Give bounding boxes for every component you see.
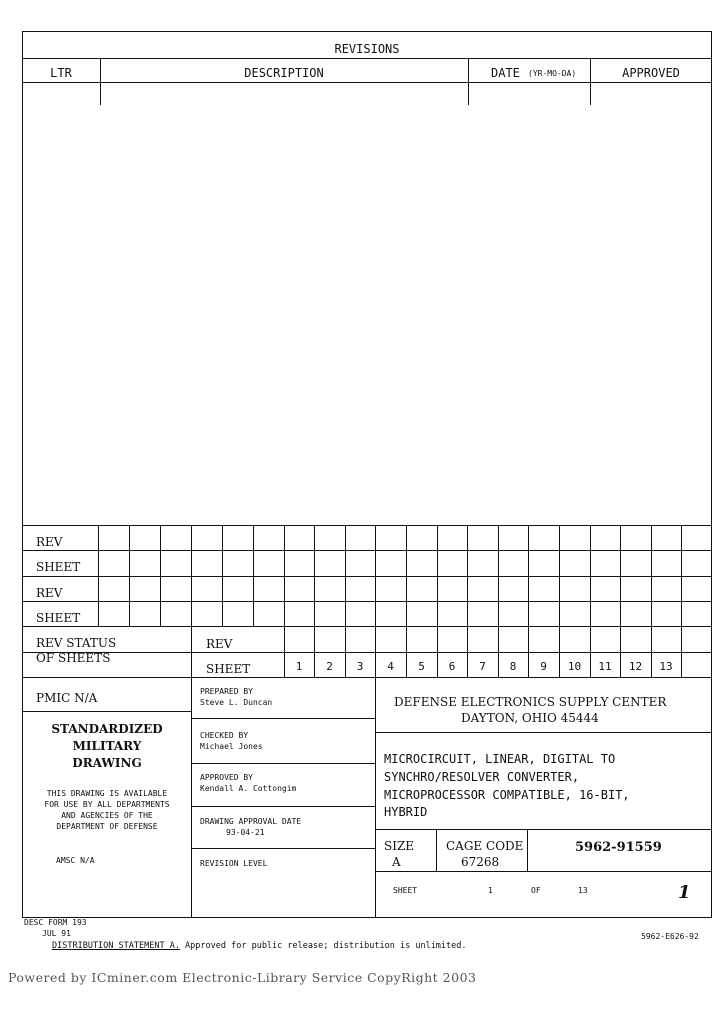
id-block-bottom bbox=[375, 871, 712, 872]
rev-status-label-2: OF SHEETS bbox=[36, 651, 111, 665]
rev-grid-vline bbox=[651, 525, 652, 626]
distribution-statement-text: Approved for public release; distribution is unlimited. bbox=[179, 941, 467, 951]
sheet-label-status: SHEET bbox=[206, 662, 251, 676]
powered-by-banner: Powered by ICminer.com Electronic-Library Service CopyRight 2003 bbox=[8, 970, 477, 985]
standardized-line2: MILITARY bbox=[72, 739, 142, 753]
rev-grid-vline bbox=[191, 525, 192, 626]
checked-by-name: Michael Jones bbox=[200, 742, 263, 751]
sheet-number: 5 bbox=[418, 660, 425, 673]
title-line3: MICROPROCESSOR COMPATIBLE, 16-BIT, bbox=[384, 788, 630, 802]
distribution-statement-label: DISTRIBUTION STATEMENT A. bbox=[52, 941, 180, 951]
distribution-statement bbox=[52, 941, 467, 951]
sheet-number: 7 bbox=[479, 660, 486, 673]
sig-divider-4 bbox=[191, 848, 375, 849]
availability-line3: AND AGENCIES OF THE bbox=[61, 811, 153, 820]
rev-grid-hline bbox=[22, 525, 712, 526]
rev-grid-hline bbox=[22, 550, 712, 551]
document-code: 5962-E626-92 bbox=[641, 932, 699, 941]
pmic-label: PMIC N/A bbox=[36, 691, 98, 705]
size-value: A bbox=[392, 855, 401, 869]
sig-divider-1 bbox=[191, 718, 375, 719]
sig-divider-2 bbox=[191, 763, 375, 764]
sig-divider-3 bbox=[191, 806, 375, 807]
agency-line1: DEFENSE ELECTRONICS SUPPLY CENTER bbox=[394, 695, 667, 709]
revisions-col-date-format: (YR-MO-DA) bbox=[528, 69, 577, 78]
sheet-number: 8 bbox=[509, 660, 517, 673]
revisions-divider-header bbox=[22, 82, 712, 83]
revisions-col-description: DESCRIPTION bbox=[244, 66, 324, 80]
rev-grid-vline bbox=[681, 626, 682, 677]
rev-grid-hline bbox=[191, 652, 681, 653]
rev-grid-vline bbox=[129, 525, 130, 626]
rev-grid-vline bbox=[437, 525, 438, 626]
approved-by-label: APPROVED BY bbox=[200, 773, 253, 782]
rev-grid-vline bbox=[620, 525, 621, 626]
revisions-col-sep-2 bbox=[468, 58, 469, 105]
pmic-divider bbox=[22, 711, 192, 712]
sheet-number: 2 bbox=[326, 660, 333, 673]
prepared-by-name: Steve L. Duncan bbox=[200, 698, 273, 707]
revisions-col-ltr: LTR bbox=[50, 66, 72, 80]
availability-line1: THIS DRAWING IS AVAILABLE bbox=[46, 789, 168, 798]
rev-grid-vline bbox=[559, 525, 560, 626]
of-value: 13 bbox=[578, 886, 588, 895]
sheet-number: 4 bbox=[387, 660, 394, 673]
amsc-label: AMSC N/A bbox=[56, 856, 95, 865]
revisions-col-approved: APPROVED bbox=[622, 66, 680, 80]
rev-grid-vline bbox=[314, 525, 315, 626]
title-line1: MICROCIRCUIT, LINEAR, DIGITAL TO bbox=[384, 752, 616, 766]
titleblock-top bbox=[22, 677, 712, 678]
rev-label-1: REV bbox=[36, 535, 63, 549]
rev-grid-vline bbox=[345, 525, 346, 626]
cage-code-label: CAGE CODE bbox=[446, 839, 524, 853]
sheet-number: 13 bbox=[659, 660, 673, 673]
rev-status-label-1: REV STATUS bbox=[36, 636, 117, 650]
rev-grid-vline bbox=[590, 525, 591, 626]
standardized-line1: STANDARDIZED bbox=[51, 722, 163, 736]
sheet-label-2: SHEET bbox=[36, 611, 81, 625]
sheet-number: 6 bbox=[448, 660, 456, 673]
rev-grid-vline bbox=[284, 525, 285, 626]
rev-grid-hline bbox=[22, 601, 712, 602]
revision-level-label: REVISION LEVEL bbox=[200, 859, 268, 868]
cage-code-value: 67268 bbox=[461, 855, 500, 869]
rev-grid-vline bbox=[375, 525, 376, 626]
approval-date-value: 93-04-21 bbox=[226, 828, 265, 837]
form-number: DESC FORM 193 bbox=[24, 918, 87, 927]
sheet-number: 11 bbox=[598, 660, 612, 673]
availability-line2: FOR USE BY ALL DEPARTMENTS bbox=[44, 800, 170, 809]
titleblock-vsep-2 bbox=[375, 677, 376, 917]
rev-grid-vline bbox=[160, 525, 161, 626]
sheet-number: 1 bbox=[295, 660, 303, 673]
corner-sheet-mark: 1 bbox=[678, 882, 691, 903]
cage-dwg-sep bbox=[527, 829, 528, 871]
sheet-label: SHEET bbox=[393, 886, 418, 895]
sheet-value: 1 bbox=[488, 886, 493, 895]
checked-by-label: CHECKED BY bbox=[200, 731, 249, 740]
rev-grid-vline bbox=[681, 525, 682, 626]
rev-grid-hline bbox=[22, 576, 712, 577]
rev-grid-vline bbox=[98, 525, 99, 626]
rev-label-2: REV bbox=[36, 586, 63, 600]
agency-line2: DAYTON, OHIO 45444 bbox=[461, 711, 599, 725]
of-label: OF bbox=[531, 886, 541, 895]
rev-grid-vline bbox=[467, 525, 468, 626]
title-line4: HYBRID bbox=[384, 805, 428, 819]
rev-grid-vline bbox=[191, 626, 192, 677]
drawing-number: 5962-91559 bbox=[575, 840, 662, 855]
standardized-line3: DRAWING bbox=[72, 756, 142, 770]
rev-grid-hline bbox=[22, 626, 712, 627]
rev-grid-vline bbox=[253, 525, 254, 626]
approved-by-name: Kendall A. Cottongim bbox=[200, 784, 297, 793]
prepared-by-label: PREPARED BY bbox=[200, 687, 253, 696]
id-block-top bbox=[375, 829, 712, 830]
sheet-number: 10 bbox=[567, 660, 582, 673]
approval-date-label: DRAWING APPROVAL DATE bbox=[200, 817, 302, 826]
sheet-frame bbox=[22, 31, 712, 918]
agency-divider bbox=[375, 732, 712, 733]
form-date: JUL 91 bbox=[42, 929, 71, 938]
revisions-col-date: DATE bbox=[491, 66, 520, 80]
sheet-label-1: SHEET bbox=[36, 560, 81, 574]
revisions-divider-top bbox=[22, 58, 712, 59]
sheet-number: 9 bbox=[540, 660, 547, 673]
rev-grid-vline bbox=[406, 525, 407, 626]
rev-grid-vline bbox=[222, 525, 223, 626]
title-line2: SYNCHRO/RESOLVER CONVERTER, bbox=[384, 770, 580, 784]
size-cage-sep bbox=[436, 829, 437, 871]
rev-grid-vline bbox=[528, 525, 529, 626]
sheet-number: 12 bbox=[628, 660, 643, 673]
availability-line4: DEPARTMENT OF DEFENSE bbox=[56, 822, 158, 831]
rev-grid-vline bbox=[498, 525, 499, 626]
size-label: SIZE bbox=[384, 839, 415, 853]
rev-label-status: REV bbox=[206, 637, 233, 651]
sheet-number: 3 bbox=[356, 660, 364, 673]
revisions-title: REVISIONS bbox=[334, 42, 400, 56]
